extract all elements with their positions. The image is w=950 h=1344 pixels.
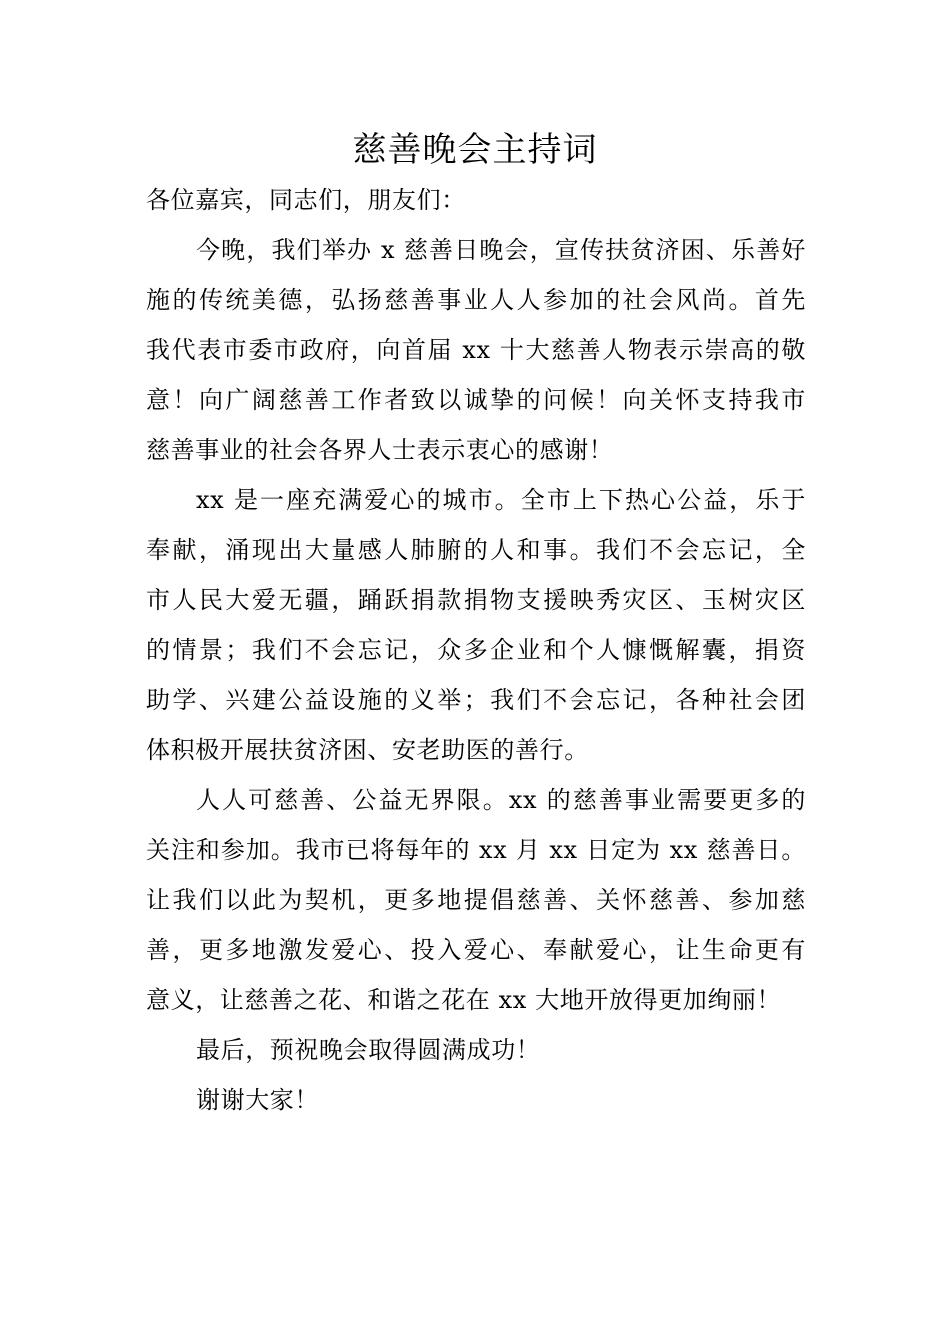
paragraph-line: 人人可慈善、公益无界限。xx 的慈善事业需要更多的 xyxy=(196,786,806,814)
paragraph-line: 意！向广阔慈善工作者致以诚挚的问候！向关怀支持我市 xyxy=(146,386,806,414)
paragraph-line: 的情景；我们不会忘记，众多企业和个人慷慨解囊，捐资 xyxy=(146,636,806,664)
paragraph-line: 我代表市委市政府，向首届 xx 十大慈善人物表示崇高的敬 xyxy=(146,336,806,364)
paragraph-line: 施的传统美德，弘扬慈善事业人人参加的社会风尚。首先 xyxy=(146,286,806,314)
paragraph-line: 意义，让慈善之花、和谐之花在 xx 大地开放得更加绚丽！ xyxy=(146,986,782,1014)
document-title: 慈善晚会主持词 xyxy=(352,130,598,170)
paragraph-3 xyxy=(146,775,806,1025)
paragraph-line: 助学、兴建公益设施的义举；我们不会忘记，各种社会团 xyxy=(146,686,806,714)
thanks-line: 谢谢大家！ xyxy=(196,1086,319,1114)
paragraph-1 xyxy=(146,225,806,475)
closing-line: 最后，预祝晚会取得圆满成功！ xyxy=(196,1036,541,1064)
document-body xyxy=(146,175,806,1125)
paragraph-line: 体积极开展扶贫济困、安老助医的善行。 xyxy=(146,736,589,764)
paragraph-line: 市人民大爱无疆，踊跃捐款捐物支援映秀灾区、玉树灾区 xyxy=(146,586,806,614)
paragraph-line: 善，更多地激发爱心、投入爱心、奉献爱心，让生命更有 xyxy=(146,936,806,964)
paragraph-2 xyxy=(146,475,806,775)
paragraph-line: xx 是一座充满爱心的城市。全市上下热心公益，乐于 xyxy=(196,486,806,514)
salutation: 各位嘉宾，同志们，朋友们： xyxy=(146,186,466,214)
paragraph-line: 慈善事业的社会各界人士表示衷心的感谢！ xyxy=(146,436,614,464)
paragraph-line: 奉献，涌现出大量感人肺腑的人和事。我们不会忘记，全 xyxy=(146,536,806,564)
paragraph-line: 让我们以此为契机，更多地提倡慈善、关怀慈善、参加慈 xyxy=(146,886,806,914)
paragraph-line: 关注和参加。我市已将每年的 xx 月 xx 日定为 xx 慈善日。 xyxy=(146,836,806,864)
paragraph-line: 今晚，我们举办 x 慈善日晚会，宣传扶贫济困、乐善好 xyxy=(196,236,806,264)
